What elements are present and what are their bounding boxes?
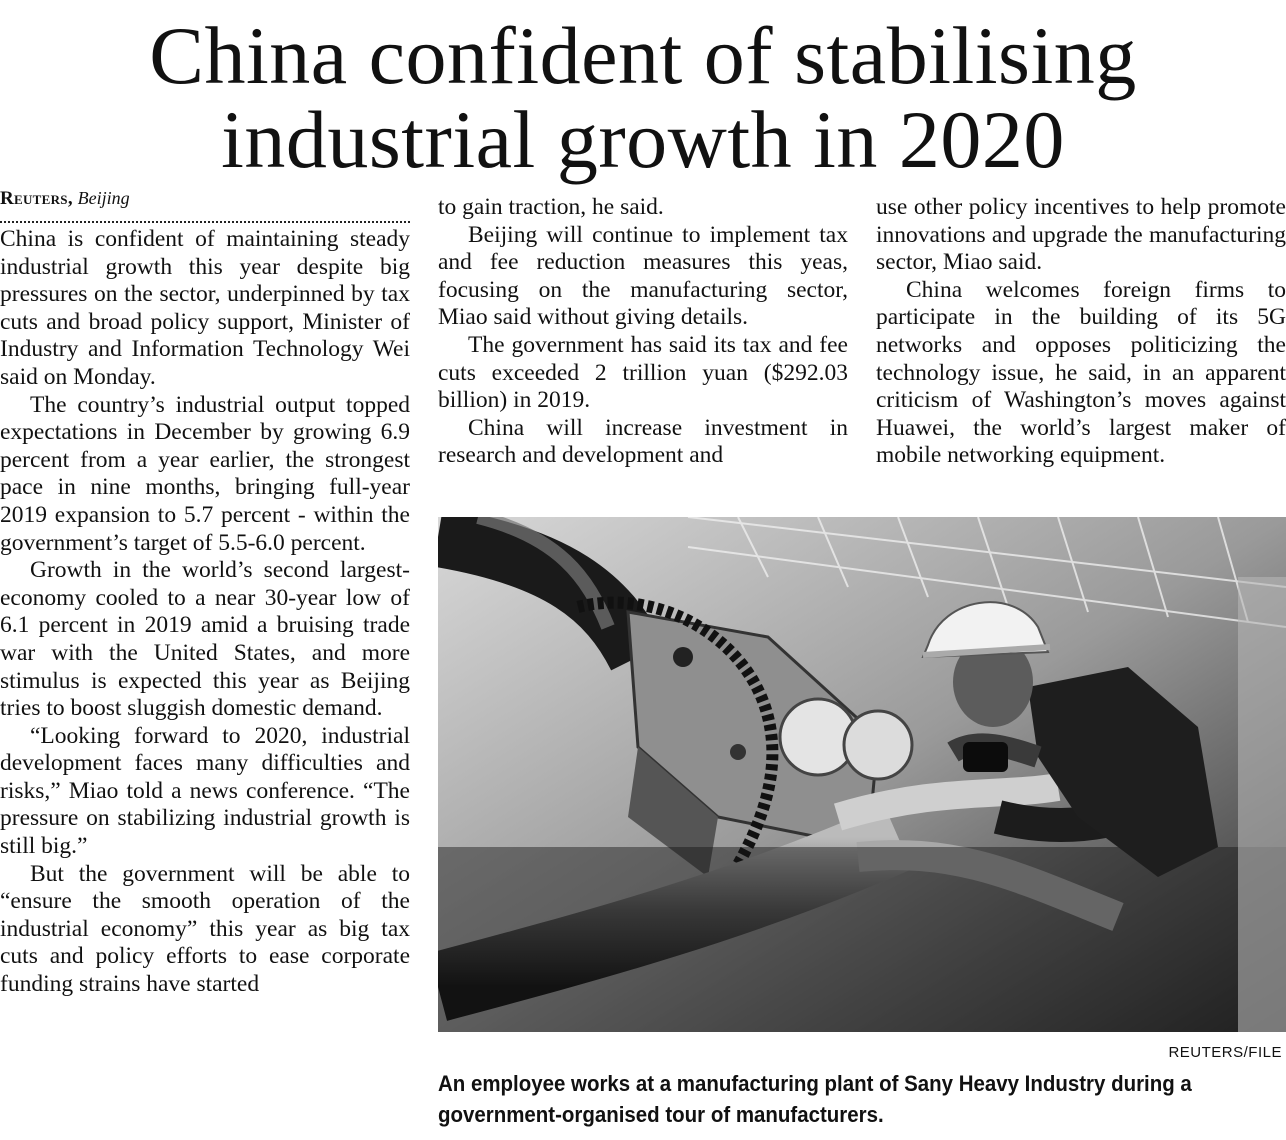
paragraph: But the government will be able to “ensure the smooth operation of the industrial economy” this year as big tax cuts and policy efforts to ease corporate funding strains have started xyxy=(0,860,410,998)
byline-divider xyxy=(0,221,410,223)
byline xyxy=(0,186,410,211)
photo-caption: An employee works at a manufacturing plant of Sany Heavy Industry during a government-organised tour of manufacturers. xyxy=(438,1071,1192,1127)
paragraph: The government has said its tax and fee cuts exceeded 2 trillion yuan ($292.03 billion) in 2019. xyxy=(438,331,848,414)
photo-credit: REUTERS/FILE xyxy=(1168,1044,1282,1061)
headline-line-2: industrial growth in 2020 xyxy=(221,94,1065,185)
paragraph: Growth in the world’s second largest-economy cooled to a near 30-year low of 6.1 percent in 2019 amid a bruising trade war with the United States, and more stimulus is expected this year as Beijing tries to boost sluggish domestic demand. xyxy=(0,557,410,722)
paragraph: China is confident of maintaining steady industrial growth this year despite big pressures on the sector, underpinned by tax cuts and broad policy support, Minister of Industry and Information Technology Wei said on Monday. xyxy=(0,226,410,390)
factory-worker-photo-illustration xyxy=(438,517,1286,1032)
paragraph: use other policy incentives to help promote innovations and upgrade the manufacturing sector, Miao said. xyxy=(876,194,1286,276)
paragraph: China welcomes foreign firms to participate in the building of its 5G networks and opposes politicizing the technology issue, he said, in an apparent criticism of Washington’s moves against Huawei, the world’s largest maker of mobile networking equipment. xyxy=(876,276,1286,469)
article-column-2 xyxy=(438,194,848,470)
headline-line-1: China confident of stabilising xyxy=(149,10,1137,101)
article-column-3 xyxy=(876,194,1286,470)
paragraph: to gain traction, he said. xyxy=(438,194,664,220)
news-photo xyxy=(438,517,1286,1032)
paragraph: China will increase investment in research and development and xyxy=(438,414,848,469)
article-column-1 xyxy=(0,226,410,999)
paragraph: The country’s industrial output topped expectations in December by growing 6.9 percent from a year earlier, the strongest pace in nine months, bringing full-year 2019 expansion to 5.7 percent - within the government’s target of 5.5-6.0 percent. xyxy=(0,391,410,556)
byline-agency: Reuters, xyxy=(0,188,73,209)
paragraph: Beijing will continue to implement tax and fee reduction measures this yeas, focusing on the manufacturing sector, Miao said without giving details. xyxy=(438,221,848,331)
byline-location: Beijing xyxy=(77,188,130,208)
paragraph: “Looking forward to 2020, industrial development faces many difficulties and risks,” Miao told a news conference. “The pressure on stabilizing industrial growth is still big.” xyxy=(0,722,410,860)
headline xyxy=(0,10,1286,185)
